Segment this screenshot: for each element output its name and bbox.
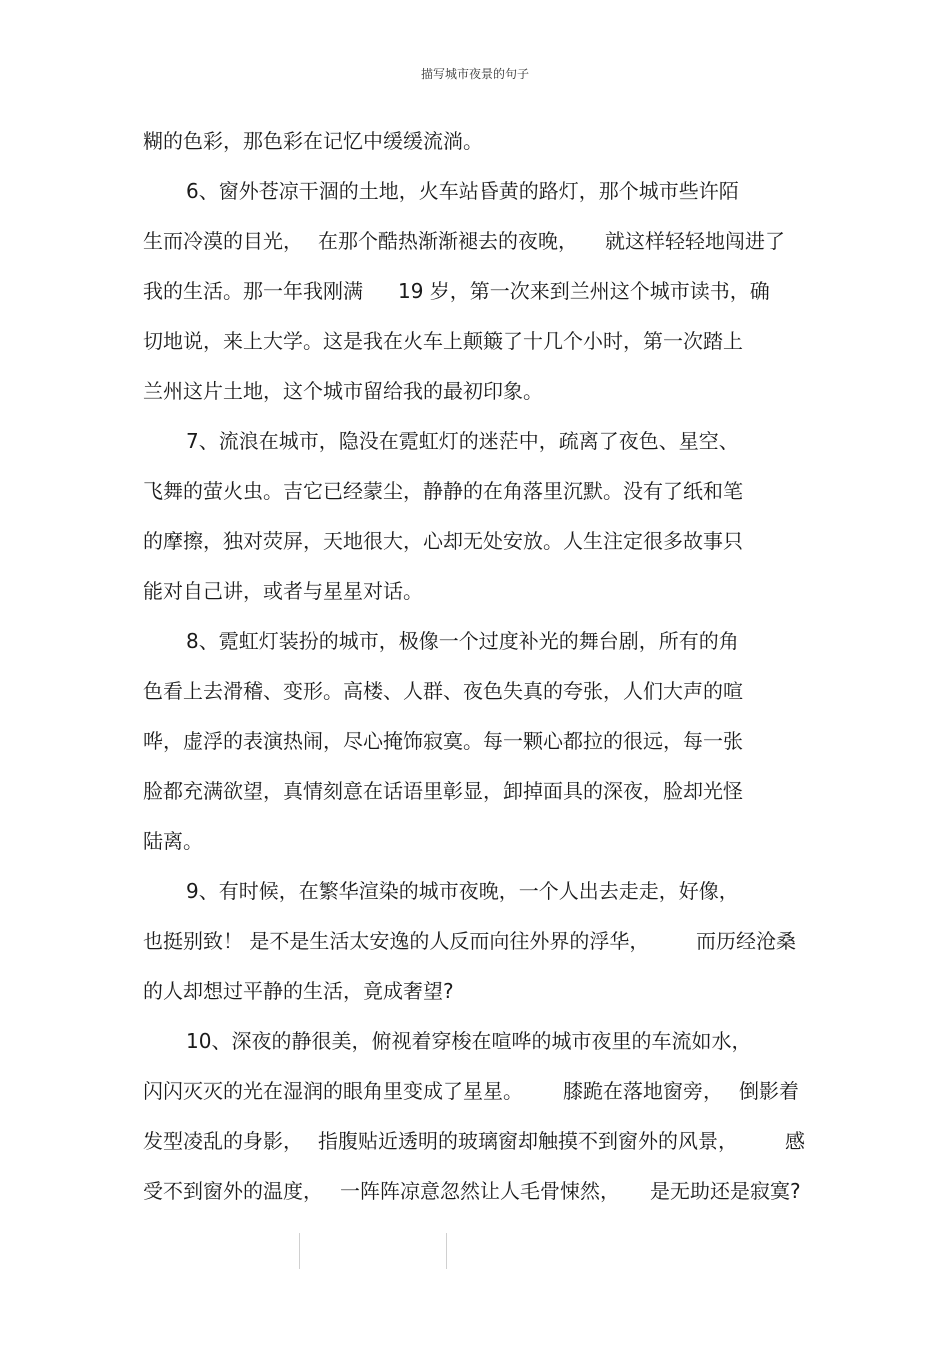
text-line	[0, 576, 950, 606]
text-line	[0, 926, 950, 956]
text-segment: 而历经沧桑	[696, 929, 796, 953]
text-segment: 6、窗外苍凉干涸的土地，火车站昏黄的路灯，那个城市些许陌	[186, 179, 739, 203]
text-segment: 就这样轻轻地闯进了	[605, 229, 785, 253]
text-line	[0, 726, 950, 756]
text-segment: 一阵阵凉意忽然让人毛骨悚然，	[340, 1179, 620, 1203]
text-segment: 闪闪灭灭的光在湿润的眼角里变成了星星。	[143, 1079, 523, 1103]
footer-divider	[446, 1233, 447, 1269]
text-line	[0, 826, 950, 856]
text-line	[0, 126, 950, 156]
text-line	[0, 876, 950, 906]
text-line	[0, 1026, 950, 1056]
text-line	[0, 1176, 950, 1206]
text-segment: 脸都充满欲望，真情刻意在话语里彰显，卸掉面具的深夜，脸却光怪	[143, 779, 743, 803]
text-line	[0, 776, 950, 806]
text-segment: 指腹贴近透明的玻璃窗却触摸不到窗外的风景，	[318, 1129, 738, 1153]
text-segment: 受不到窗外的温度，	[143, 1179, 323, 1203]
text-segment: 色看上去滑稽、变形。高楼、人群、夜色失真的夸张，人们大声的喧	[143, 679, 743, 703]
text-segment: 感	[785, 1129, 805, 1153]
text-line	[0, 476, 950, 506]
footer-divider	[299, 1233, 300, 1269]
text-line	[0, 626, 950, 656]
text-segment: 陆离。	[143, 829, 203, 853]
text-segment: 哗，虚浮的表演热闹，尽心掩饰寂寞。每一颗心都拉的很远，每一张	[143, 729, 743, 753]
text-segment: 7、流浪在城市，隐没在霓虹灯的迷茫中，疏离了夜色、星空、	[186, 429, 739, 453]
text-segment: 也挺别致！ 是不是生活太安逸的人反而向往外界的浮华，	[143, 929, 650, 953]
text-line	[0, 1076, 950, 1106]
text-segment: 糊的色彩，那色彩在记忆中缓缓流淌。	[143, 129, 483, 153]
text-segment: 9、有时候，在繁华渲染的城市夜晚，一个人出去走走，好像，	[186, 879, 739, 903]
text-segment: 在那个酷热渐渐褪去的夜晚，	[318, 229, 578, 253]
text-line	[0, 676, 950, 706]
text-segment: 生而冷漠的目光，	[143, 229, 303, 253]
text-segment: 发型凌乱的身影，	[143, 1129, 303, 1153]
text-line	[0, 1126, 950, 1156]
text-line	[0, 976, 950, 1006]
text-segment: 10、深夜的静很美，俯视着穿梭在喧哗的城市夜里的车流如水，	[186, 1029, 752, 1053]
text-segment: 是无助还是寂寞?	[650, 1179, 801, 1203]
text-segment: 的人却想过平静的生活，竟成奢望?	[143, 979, 454, 1003]
text-line	[0, 526, 950, 556]
text-segment: 19 岁，第一次来到兰州这个城市读书，确	[398, 279, 770, 303]
page-header-title: 描写城市夜景的句子	[420, 67, 529, 81]
text-line	[0, 376, 950, 406]
text-segment: 切地说，来上大学。这是我在火车上颠簸了十几个小时，第一次踏上	[143, 329, 743, 353]
text-segment: 的摩擦，独对荧屏，天地很大，心却无处安放。人生注定很多故事只	[143, 529, 743, 553]
text-segment: 8、霓虹灯装扮的城市，极像一个过度补光的舞台剧，所有的角	[186, 629, 739, 653]
text-line	[0, 326, 950, 356]
text-segment: 飞舞的萤火虫。吉它已经蒙尘，静静的在角落里沉默。没有了纸和笔	[143, 479, 743, 503]
text-segment: 我的生活。那一年我刚满	[143, 279, 363, 303]
text-line	[0, 276, 950, 306]
text-segment: 能对自己讲，或者与星星对话。	[143, 579, 423, 603]
text-line	[0, 226, 950, 256]
text-segment: 倒影着	[739, 1079, 799, 1103]
text-segment: 膝跪在落地窗旁，	[563, 1079, 723, 1103]
text-line	[0, 426, 950, 456]
text-line	[0, 176, 950, 206]
text-segment: 兰州这片土地，这个城市留给我的最初印象。	[143, 379, 543, 403]
